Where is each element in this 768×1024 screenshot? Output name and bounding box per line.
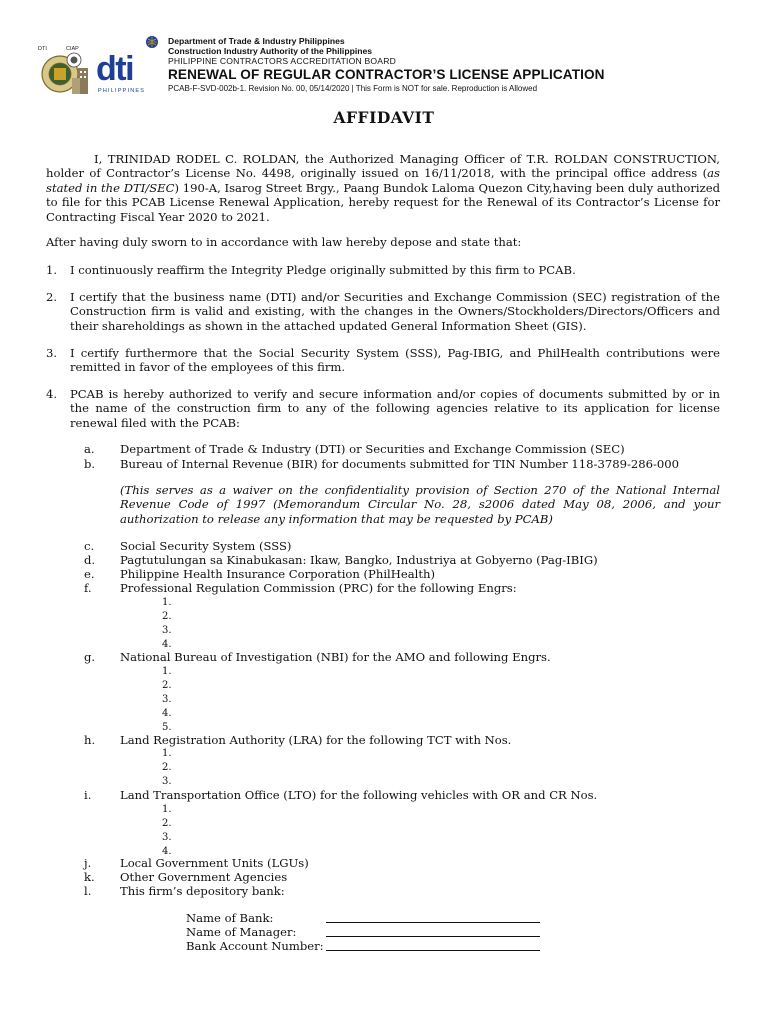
subitem-i-text: Land Transportation Office (LTO) for the following vehicles with OR and CR Nos.	[120, 788, 598, 802]
subitem-h-text: Land Registration Authority (LRA) for the following TCT with Nos.	[120, 733, 512, 747]
agency-logos	[38, 34, 160, 100]
nbi-engr-2: 2.	[162, 680, 172, 691]
subitem-l-text: This firm’s depository bank:	[120, 884, 285, 898]
vehicle-no-3: 3.	[162, 832, 172, 843]
sworn-statement: After having duly sworn to in accordance with law hereby depose and state that:	[46, 235, 522, 249]
ciap-line: Construction Industry Authority of the Philippines	[168, 46, 373, 56]
opening-text-b: ) 190-A, Isarog Street Brgy., Paang Bundok Laloma Quezon City,having been duly authorized to file for this PCAB License Renewal Application, hereby request for the Renewal of its Contractor’s License for Contracting Fiscal Year 2020 to 2021.	[46, 180, 720, 224]
subitem-g-text: National Bureau of Investigation (NBI) for the AMO and following Engrs.	[120, 650, 551, 664]
vehicle-no-4: 4.	[162, 846, 172, 857]
prc-engr-4: 4.	[162, 639, 172, 650]
affidavit-heading: AFFIDAVIT	[333, 108, 435, 127]
prc-engr-3: 3.	[162, 625, 172, 636]
subitem-c-letter: c.	[84, 539, 95, 553]
opening-paragraph	[46, 152, 720, 224]
opening-text-italic: as stated in the DTI/SEC	[46, 166, 720, 195]
bank-account-label: Bank Account Number:	[186, 939, 324, 953]
item-3-number: 3.	[46, 346, 58, 360]
subitem-k-text: Other Government Agencies	[120, 870, 288, 884]
item-4-number: 4.	[46, 387, 58, 401]
ciap-logo-text: CIAP	[66, 46, 79, 52]
subitem-d-text: Pagtutulungan sa Kinabukasan: Ikaw, Bangko, Industriya at Gobyerno (Pag-IBIG)	[120, 553, 598, 567]
tct-no-2: 2.	[162, 762, 172, 773]
subitem-a-letter: a.	[84, 442, 95, 456]
bank-manager-label: Name of Manager:	[186, 925, 297, 939]
subitem-a-text: Department of Trade & Industry (DTI) or Securities and Exchange Commission (SEC)	[120, 442, 625, 456]
item-1-text: I continuously reaffirm the Integrity Pledge originally submitted by this firm to PCAB.	[70, 263, 576, 277]
waiver-note: (This serves as a waiver on the confidentiality provision of Section 270 of the National Internal Revenue Code of 1997 (Memorandum Circular No. 28, s2006 dated May 08, 2006, and your authorization to release any information that may be requested by PCAB)	[120, 483, 720, 526]
form-info: PCAB-F-SVD-002b-1. Revision No. 00, 05/14/2020 | This Form is NOT for sale. Reproduction is Allowed	[168, 84, 538, 93]
nbi-engr-4: 4.	[162, 708, 172, 719]
subitem-b-letter: b.	[84, 457, 96, 471]
dti-line: Department of Trade & Industry Philippines	[168, 36, 345, 46]
item-2-text: I certify that the business name (DTI) and/or Securities and Exchange Commission (SEC) registration of the Construction firm is valid and existing, with the changes in the Owners/Stockholders/Directors/Officers and their shareholdings as shown in the attached updated General Information Sheet (GIS).	[70, 290, 720, 333]
subitem-h-letter: h.	[84, 733, 96, 747]
item-2-number: 2.	[46, 290, 58, 304]
item-4-text: PCAB is hereby authorized to verify and secure information and/or copies of documents submitted by or in the name of the construction firm to any of the following agencies relative to its application for license renewal filed with the PCAB:	[70, 387, 720, 430]
header	[168, 36, 605, 94]
nbi-engr-5: 5.	[162, 722, 172, 733]
tct-no-3: 3.	[162, 776, 172, 787]
vehicle-no-1: 1.	[162, 804, 172, 815]
subitem-l-letter: l.	[84, 884, 92, 898]
opening-text-a: I, TRINIDAD RODEL C. ROLDAN, the Authorized Managing Officer of T.R. ROLDAN CONSTRUCTION, holder of Contractor’s License No. 4498, originally issued on 16/11/2018, with the principal office address (	[46, 152, 720, 181]
dti-globe-icon	[146, 36, 158, 48]
subitem-i-letter: i.	[84, 788, 92, 802]
prc-engr-2: 2.	[162, 611, 172, 622]
subitem-j-text: Local Government Units (LGUs)	[120, 856, 309, 870]
bank-account-field[interactable]	[326, 939, 540, 951]
subitem-f-letter: f.	[84, 581, 92, 595]
subitem-k-letter: k.	[84, 870, 95, 884]
subitem-d-letter: d.	[84, 553, 96, 567]
bank-name-field[interactable]	[326, 911, 540, 923]
subitem-f-text: Professional Regulation Commission (PRC) for the following Engrs:	[120, 581, 517, 595]
bank-name-label: Name of Bank:	[186, 911, 274, 925]
subitem-j-letter: j.	[84, 856, 92, 870]
subitem-g-letter: g.	[84, 650, 96, 664]
subitem-e-letter: e.	[84, 567, 95, 581]
bank-manager-field[interactable]	[326, 925, 540, 937]
vehicle-no-2: 2.	[162, 818, 172, 829]
philippines-text: PHILIPPINES	[98, 88, 146, 94]
form-title: RENEWAL OF REGULAR CONTRACTOR’S LICENSE APPLICATION	[168, 67, 605, 82]
dti-logo-text: DTI	[38, 46, 47, 52]
subitem-b-text: Bureau of Internal Revenue (BIR) for documents submitted for TIN Number 118-3789-286-000	[120, 457, 680, 471]
prc-engr-1: 1.	[162, 597, 172, 608]
ciap-seal-icon	[67, 53, 81, 67]
tct-no-1: 1.	[162, 748, 172, 759]
subitem-e-text: Philippine Health Insurance Corporation (PhilHealth)	[120, 567, 435, 581]
subitem-c-text: Social Security System (SSS)	[120, 539, 292, 553]
nbi-engr-3: 3.	[162, 694, 172, 705]
nbi-engr-1: 1.	[162, 666, 172, 677]
item-3-text: I certify furthermore that the Social Security System (SSS), Pag-IBIG, and PhilHealth contributions were remitted in favor of the employees of this firm.	[70, 346, 720, 375]
item-1-number: 1.	[46, 263, 58, 277]
dti-wordmark: dti	[96, 50, 134, 88]
pcab-line: PHILIPPINE CONTRACTORS ACCREDITATION BOARD	[168, 56, 397, 66]
